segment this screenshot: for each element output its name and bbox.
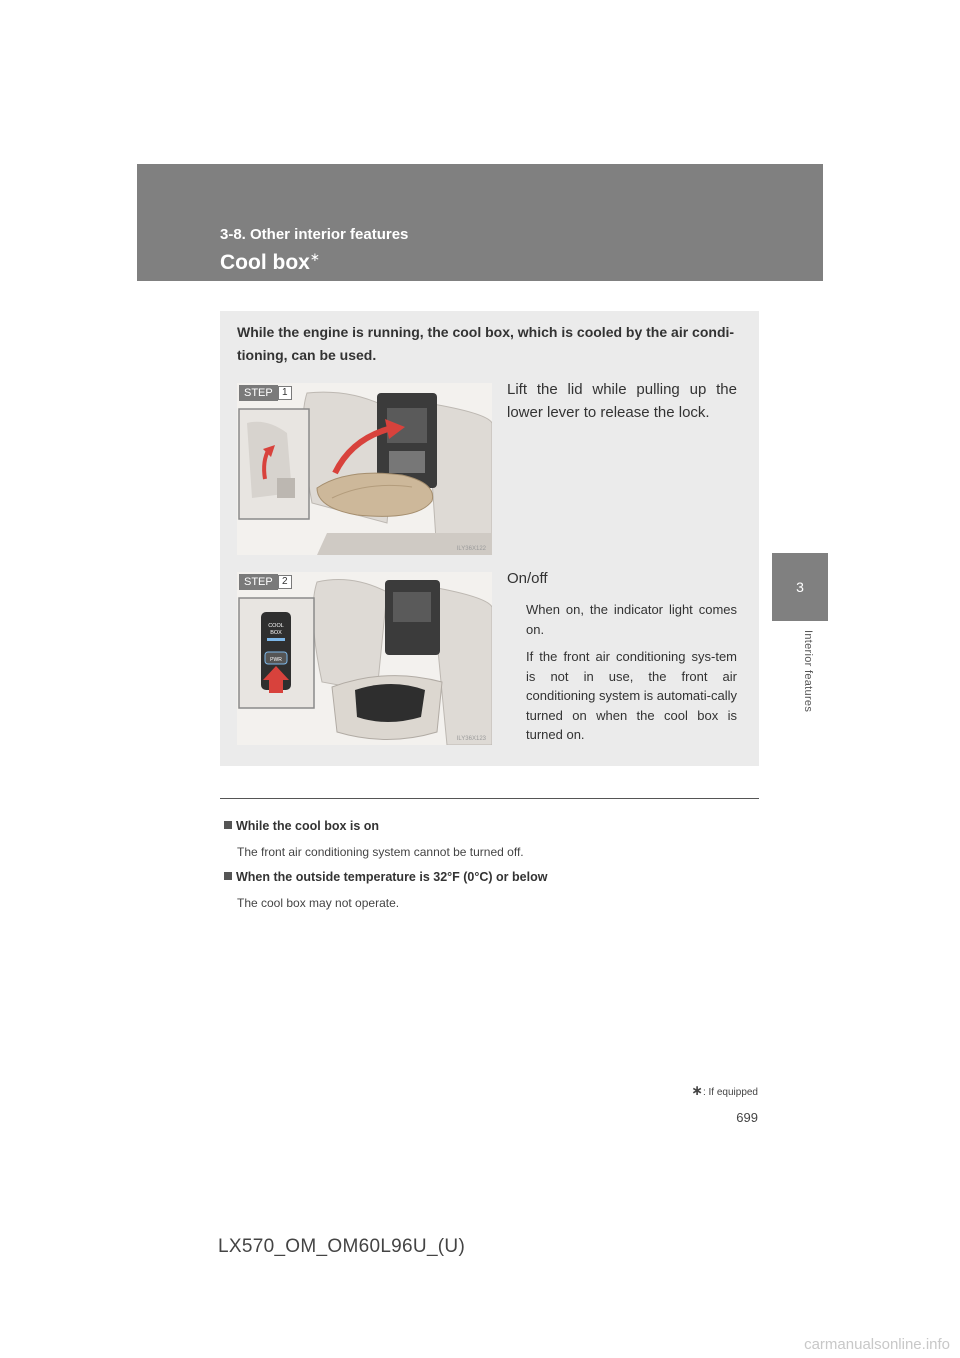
step-2-note-1: When on, the indicator light comes on. [526, 602, 737, 637]
notes-divider [220, 798, 759, 799]
page-number: 699 [736, 1110, 758, 1125]
note-1-body: The front air conditioning system cannot be turned off. [237, 845, 524, 859]
footnote [650, 1082, 758, 1099]
step-1-text: Lift the lid while pulling up the lower lever to release the lock. [507, 381, 737, 421]
step-1-badge-word: STEP [239, 385, 278, 401]
chapter-tab[interactable] [772, 553, 828, 621]
note-1-heading [224, 819, 379, 833]
note-2-body: The cool box may not operate. [237, 896, 400, 910]
chapter-number: 3 [796, 579, 804, 595]
watermark: carmanualsonline.info [804, 1336, 950, 1353]
instruction-panel [220, 311, 759, 766]
step-2-note-2: If the front air conditioning sys-tem is not in use, the front air conditioning system is automati-cally turned on when the cool box is turned on. [526, 649, 737, 742]
step-2-badge-number: 2 [278, 575, 292, 589]
step-1-image-code: ILY36X122 [456, 546, 486, 552]
armrest-lid-illustration [237, 383, 492, 555]
section-label: 3-8. Other interior features [220, 226, 409, 243]
step-2-image-code: ILY36X123 [456, 736, 486, 742]
bullet-square-icon [224, 821, 232, 829]
switch-label-box: BOX [270, 630, 282, 636]
switch-label-pwr: PWR [270, 657, 282, 663]
page-title-text: Cool box [220, 251, 310, 274]
footnote-mark: ∗ [691, 1082, 703, 1098]
step-2-badge-word: STEP [239, 574, 278, 590]
if-equipped-mark: ∗ [309, 250, 320, 264]
panel-intro: While the engine is running, the cool box, which is cooled by the air condi-tioning, can be used. [237, 324, 735, 363]
note-1-heading-text: While the cool box is on [236, 819, 380, 833]
cool-box-open-illustration [237, 572, 492, 745]
bullet-square-icon [224, 872, 232, 880]
step-2-text: On/off [507, 570, 548, 587]
note-2-heading [224, 870, 547, 884]
switch-label-cool: COOL [268, 623, 284, 629]
document-code: LX570_OM_OM60L96U_(U) [218, 1236, 466, 1257]
step-2-badge [239, 574, 292, 590]
chapter-label: Interior features [802, 630, 814, 713]
page-title [220, 250, 320, 275]
step-1-badge [239, 385, 292, 401]
step-1-badge-number: 1 [278, 386, 292, 400]
step-1-illustration [237, 383, 492, 555]
step-2-illustration [237, 572, 492, 745]
footnote-text: : If equipped [702, 1087, 758, 1098]
note-2-heading-text: When the outside temperature is 32°F (0°C) or below [236, 870, 548, 884]
